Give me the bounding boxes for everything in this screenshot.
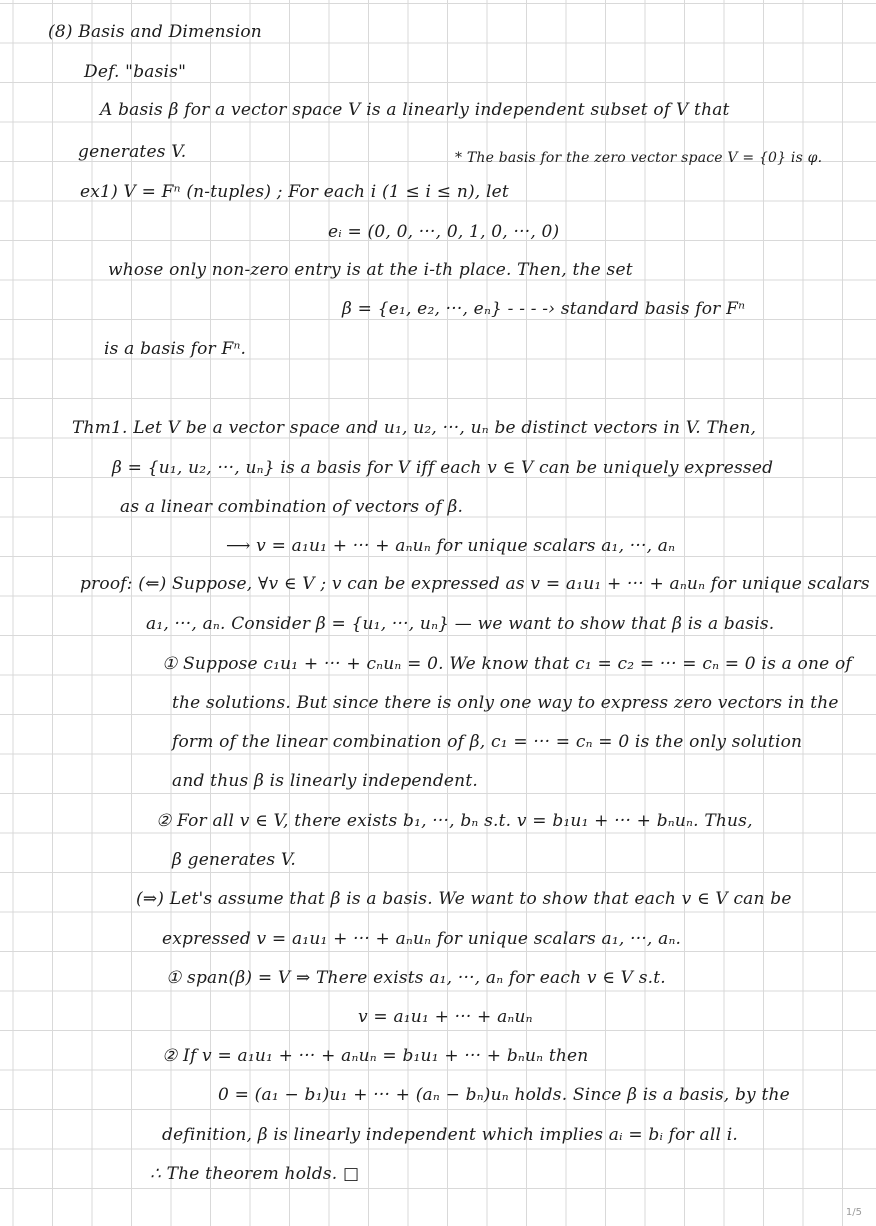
definition-heading: Def. "basis" bbox=[84, 62, 187, 82]
example-line: whose only non-zero entry is at the i-th place. Then, the set bbox=[108, 260, 633, 280]
theorem-line: Thm1. Let V be a vector space and u₁, u₂, ···, uₙ be distinct vectors in V. Then, bbox=[72, 418, 757, 438]
example-formula: eᵢ = (0, 0, ···, 0, 1, 0, ···, 0) bbox=[328, 222, 560, 242]
converse-line: (⇒) Let's assume that β is a basis. We want to show that each v ∈ V can be bbox=[136, 889, 792, 909]
section-title: (8) Basis and Dimension bbox=[48, 22, 262, 42]
proof-step-line: form of the linear combination of β, c₁ = ··· = cₙ = 0 is the only solution bbox=[172, 732, 803, 752]
example-set: β = {e₁, e₂, ···, eₙ} - - - -› standard basis for Fⁿ bbox=[342, 299, 746, 319]
zero-space-note: * The basis for the zero vector space V = {0} is φ. bbox=[455, 150, 823, 166]
proof-line: a₁, ···, aₙ. Consider β = {u₁, ···, uₙ} — we want to show that β is a basis. bbox=[146, 614, 775, 634]
theorem-line: β = {u₁, u₂, ···, uₙ} is a basis for V iff each v ∈ V can be uniquely expressed bbox=[112, 458, 774, 478]
converse-step-line: ② If v = a₁u₁ + ··· + aₙuₙ = b₁u₁ + ··· + bₙuₙ then bbox=[162, 1046, 589, 1066]
page-indicator: 1/5 bbox=[845, 1207, 862, 1218]
example-line: ex1) V = Fⁿ (n-tuples) ; For each i (1 ≤ i ≤ n), let bbox=[80, 182, 509, 202]
converse-line: expressed v = a₁u₁ + ··· + aₙuₙ for unique scalars a₁, ···, aₙ. bbox=[162, 929, 682, 949]
conclusion-line: ∴ The theorem holds. □ bbox=[150, 1164, 360, 1184]
converse-step-line: 0 = (a₁ − b₁)u₁ + ··· + (aₙ − bₙ)uₙ holds. Since β is a basis, by the bbox=[218, 1085, 790, 1105]
definition-line: generates V. bbox=[78, 142, 187, 162]
proof-step-line: and thus β is linearly independent. bbox=[172, 771, 478, 791]
proof-step-line: ① Suppose c₁u₁ + ··· + cₙuₙ = 0. We know that c₁ = c₂ = ··· = cₙ = 0 is a one of bbox=[162, 654, 852, 674]
converse-step-line: definition, β is linearly independent which implies aᵢ = bᵢ for all i. bbox=[162, 1125, 738, 1145]
proof-step-line: β generates V. bbox=[172, 850, 296, 870]
theorem-arrow-line: ⟶ v = a₁u₁ + ··· + aₙuₙ for unique scalars a₁, ···, aₙ bbox=[226, 536, 676, 556]
example-line: is a basis for Fⁿ. bbox=[104, 339, 247, 359]
proof-line: proof: (⇐) Suppose, ∀v ∈ V ; v can be expressed as v = a₁u₁ + ··· + aₙuₙ for unique scalars bbox=[80, 574, 870, 594]
proof-step-line: ② For all v ∈ V, there exists b₁, ···, bₙ s.t. v = b₁u₁ + ··· + bₙuₙ. Thus, bbox=[156, 811, 753, 831]
converse-step-line: ① span(β) = V ⇒ There exists a₁, ···, aₙ for each v ∈ V s.t. bbox=[166, 968, 666, 988]
definition-line: A basis β for a vector space V is a linearly independent subset of V that bbox=[100, 100, 730, 120]
theorem-line: as a linear combination of vectors of β. bbox=[120, 497, 464, 517]
converse-step-formula: v = a₁u₁ + ··· + aₙuₙ bbox=[358, 1007, 533, 1027]
proof-step-line: the solutions. But since there is only one way to express zero vectors in the bbox=[172, 693, 839, 713]
